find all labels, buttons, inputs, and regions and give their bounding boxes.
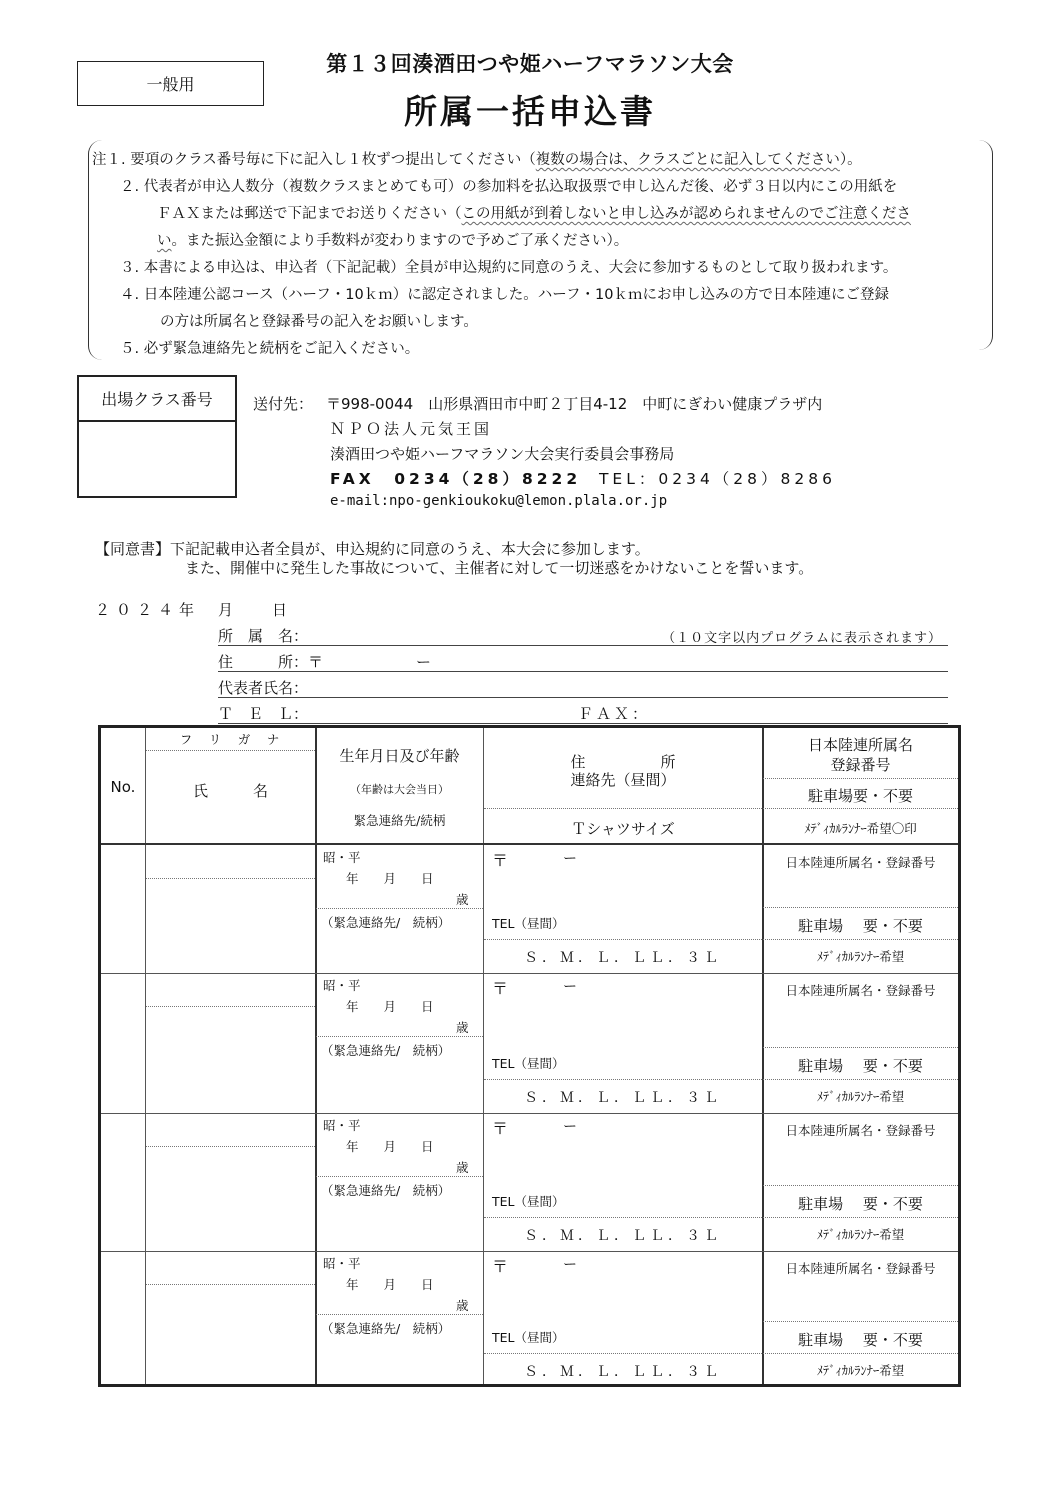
furigana-input[interactable] <box>146 1251 315 1284</box>
jaaf-label: 日本陸連所属名・登録番号 <box>785 983 936 998</box>
furigana-input[interactable] <box>146 1113 315 1146</box>
age-label: 歳 <box>456 1160 469 1175</box>
header-no: No. <box>110 778 136 796</box>
size-divider <box>484 1353 958 1354</box>
tel-number: TEL：0234（28）8286 <box>598 470 836 488</box>
parking-divider <box>763 1185 958 1186</box>
header-furigana: フ リ ガ ナ <box>179 732 282 747</box>
era-choice[interactable]: 昭・平 <box>323 1118 361 1133</box>
furigana-input[interactable] <box>146 845 315 878</box>
tshirt-size-options[interactable]: Ｓ．Ｍ．Ｌ．ＬＬ．３Ｌ <box>524 1228 722 1244</box>
note-5 <box>120 342 419 357</box>
class-number-box <box>77 375 237 498</box>
birth-date[interactable]: 年 月 日 <box>346 999 434 1014</box>
tel-fax-field[interactable] <box>218 703 948 724</box>
tshirt-size-options[interactable]: Ｓ．Ｍ．Ｌ．ＬＬ．３Ｌ <box>524 1090 722 1106</box>
header-name: 氏 名 <box>192 782 268 800</box>
era-choice[interactable]: 昭・平 <box>323 850 361 865</box>
parking-divider <box>763 1047 958 1048</box>
name-input[interactable] <box>146 879 315 973</box>
header-jaaf-2: 登録番号 <box>830 756 891 774</box>
jaaf-divider <box>763 778 958 779</box>
era-choice[interactable]: 昭・平 <box>323 978 361 993</box>
note-4-line1 <box>120 288 889 303</box>
category-text: 一般用 <box>146 75 195 94</box>
furigana-input[interactable] <box>146 973 315 1006</box>
fax-number: FAX 0234（28）8222 <box>330 470 582 488</box>
consent-line1 <box>95 538 650 559</box>
postal-mark: 〒 <box>308 653 324 671</box>
note-2-line1 <box>120 180 897 195</box>
class-number-input[interactable] <box>79 422 235 498</box>
size-divider <box>484 1217 958 1218</box>
header-age-note: （年齢は大会当日） <box>350 783 449 796</box>
header-medical: ﾒﾃﾞｨｶﾙﾗﾝﾅｰ希望〇印 <box>804 821 917 836</box>
jaaf-label: 日本陸連所属名・登録番号 <box>785 855 936 870</box>
note-2-emphasis-end: い <box>157 233 172 249</box>
tshirt-divider <box>484 808 958 809</box>
tshirt-size-options[interactable]: Ｓ．Ｍ．Ｌ．ＬＬ．３Ｌ <box>524 1364 722 1380</box>
emergency-label: （緊急連絡先/ 続柄） <box>321 1321 451 1336</box>
era-choice[interactable]: 昭・平 <box>323 1256 361 1271</box>
tel-label: Ｔ Ｅ Ｌ： <box>218 705 309 723</box>
medical-runner-choice[interactable]: ﾒﾃﾞｨｶﾙﾗﾝﾅｰ希望 <box>816 1363 905 1378</box>
note-4-text: 日本陸連公認コース（ハーフ・10ｋｍ）に認定されました。ハーフ・10ｋｍにお申し込みの方で日本陸連にご登録 <box>143 287 889 303</box>
medical-runner-choice[interactable]: ﾒﾃﾞｨｶﾙﾗﾝﾅｰ希望 <box>816 949 905 964</box>
row-no-cell[interactable] <box>101 973 145 1113</box>
header-contact: 連絡先（昼間） <box>570 771 676 789</box>
postal-mark: 〒 <box>492 1257 509 1276</box>
jaaf-label: 日本陸連所属名・登録番号 <box>785 1123 936 1138</box>
note-1-emphasis: 複数の場合は、クラスごとに記入してください <box>535 152 840 168</box>
tshirt-size-options[interactable]: Ｓ．Ｍ．Ｌ．ＬＬ．３Ｌ <box>524 950 722 966</box>
age-label: 歳 <box>456 1020 469 1035</box>
note-5-text: 必ず緊急連絡先と続柄をご記入ください。 <box>143 341 420 357</box>
note-2-emphasis: この用紙が到着しないと申し込みが認められませんのでご注意くださ <box>461 206 911 222</box>
category-label <box>77 61 264 106</box>
form-title: 所属一括申込書 <box>404 92 656 131</box>
date-day[interactable]: 日 <box>272 601 294 619</box>
parking-choice[interactable]: 駐車場 要・不要 <box>798 917 923 935</box>
birth-date[interactable]: 年 月 日 <box>346 871 434 886</box>
postal-dash: ー <box>563 1257 577 1273</box>
consent-line2: また、開催中に発生した事故について、主催者に対して一切迷惑をかけないことを誓います。 <box>185 559 814 577</box>
note-2-line2a: ＦＡＸまたは郵送で下記までお送りください（ <box>157 206 462 222</box>
daytime-tel-label: TEL（昼間） <box>492 916 565 931</box>
row-no-cell[interactable] <box>101 1113 145 1251</box>
class-number-label: 出場クラス番号 <box>79 377 235 422</box>
header-jaaf-1: 日本陸連所属名 <box>807 736 913 754</box>
send-to-label: 送付先： <box>253 395 314 413</box>
send-to-email[interactable]: e-mail:npo-genkioukoku@lemon.plala.or.jp <box>330 493 668 509</box>
daytime-tel-label: TEL（昼間） <box>492 1330 565 1345</box>
postal-mark: 〒 <box>492 1119 509 1138</box>
daytime-tel-label: TEL（昼間） <box>492 1194 565 1209</box>
date-month[interactable]: 月 <box>218 601 240 619</box>
size-divider <box>484 1079 958 1080</box>
postal-dash: ー <box>563 979 577 995</box>
medical-runner-choice[interactable]: ﾒﾃﾞｨｶﾙﾗﾝﾅｰ希望 <box>816 1089 905 1104</box>
name-input[interactable] <box>146 1147 315 1251</box>
age-label: 歳 <box>456 892 469 907</box>
applicants-table <box>98 725 961 1387</box>
affiliation-label: 所 属 名： <box>218 627 309 645</box>
name-input[interactable] <box>146 1007 315 1113</box>
postal-dash: ー <box>563 1119 577 1135</box>
emergency-divider <box>316 1314 483 1315</box>
size-divider <box>484 939 958 940</box>
note-2-line3b: 。また振込金額により手数料が変わりますので予めご了承ください）。 <box>171 233 629 249</box>
date-year: ２０２４年 <box>95 601 201 619</box>
row-no-cell[interactable] <box>101 1251 145 1387</box>
emergency-label: （緊急連絡先/ 続柄） <box>321 1043 451 1058</box>
parking-divider <box>763 1321 958 1322</box>
emergency-label: （緊急連絡先/ 続柄） <box>321 915 451 930</box>
note-1-label: 注１. <box>92 152 126 168</box>
note-4-line2: の方は所属名と登録番号の記入をお願いします。 <box>160 314 478 330</box>
send-to-org: ＮＰＯ法人元気王国 <box>330 420 493 438</box>
daytime-tel-label: TEL（昼間） <box>492 1056 565 1071</box>
address-label: 住 所： <box>218 653 309 671</box>
consent-text-1: 下記記載申込者全員が、申込規約に同意のうえ、本大会に参加します。 <box>170 540 650 558</box>
event-title: 第１３回湊酒田つや姫ハーフマラソン大会 <box>326 52 734 76</box>
representative-label: 代表者氏名： <box>218 679 309 697</box>
birth-date[interactable]: 年 月 日 <box>346 1139 434 1154</box>
header-tshirt: Ｔシャツサイズ <box>571 820 675 838</box>
postal-mark: 〒 <box>492 979 509 998</box>
note-3 <box>120 261 897 276</box>
note-2-text: 代表者が申込人数分（複数クラスまとめても可）の参加料を払込取扱票で申し込んだ後、必ず３日以内にこの用紙を <box>143 179 898 195</box>
parking-choice[interactable]: 駐車場 要・不要 <box>798 1195 923 1213</box>
emergency-label: （緊急連絡先/ 続柄） <box>321 1183 451 1198</box>
note-5-label: ５. <box>120 341 140 357</box>
send-to-fax-tel <box>330 467 836 489</box>
send-to-address: 〒998-0044 山形県酒田市中町２丁目4-12 中町にぎわい健康プラザ内 <box>326 395 823 413</box>
emergency-divider <box>316 1036 483 1037</box>
note-1-end: ）。 <box>839 152 862 168</box>
address-field[interactable] <box>218 651 948 672</box>
affiliation-note: （１０文字以内プログラムに表示されます） <box>662 631 942 646</box>
note-2-line2 <box>157 207 911 222</box>
furigana-divider <box>146 750 315 751</box>
name-input[interactable] <box>146 1285 315 1387</box>
right-bracket <box>978 140 993 350</box>
parking-divider <box>763 907 958 908</box>
parking-choice[interactable]: 駐車場 要・不要 <box>798 1057 923 1075</box>
parking-choice[interactable]: 駐車場 要・不要 <box>798 1331 923 1349</box>
header-parking: 駐車場要・不要 <box>807 787 913 805</box>
header-birth: 生年月日及び年齢 <box>339 747 460 765</box>
note-3-text: 本書による申込は、申込者（下記記載）全員が申込規約に同意のうえ、大会に参加するものとして取り扱われます。 <box>143 260 898 276</box>
note-4-label: ４. <box>120 287 140 303</box>
note-1 <box>92 153 862 168</box>
fax-label: ＦＡＸ： <box>578 705 651 723</box>
note-3-label: ３. <box>120 260 140 276</box>
header-emergency: 緊急連絡先/続柄 <box>353 813 446 828</box>
birth-date[interactable]: 年 月 日 <box>346 1277 434 1292</box>
note-1-text: 要項のクラス番号毎に下に記入し１枚ずつ提出してください（ <box>130 152 536 168</box>
affiliation-field[interactable] <box>218 625 948 646</box>
note-2-label: ２. <box>120 179 140 195</box>
emergency-divider <box>316 1176 483 1177</box>
postal-mark: 〒 <box>492 851 509 870</box>
send-to-office: 湊酒田つや姫ハーフマラソン大会実行委員会事務局 <box>330 445 675 463</box>
row-no-cell[interactable] <box>101 845 145 973</box>
left-bracket <box>88 140 103 360</box>
emergency-divider <box>316 908 483 909</box>
jaaf-label: 日本陸連所属名・登録番号 <box>785 1261 936 1276</box>
header-address: 住 所 <box>570 753 676 771</box>
note-2-line3 <box>157 234 628 249</box>
postal-dash: ー <box>563 851 577 867</box>
medical-runner-choice[interactable]: ﾒﾃﾞｨｶﾙﾗﾝﾅｰ希望 <box>816 1227 905 1242</box>
consent-label: 【同意書】 <box>95 540 171 558</box>
postal-dash: ー <box>416 653 432 671</box>
representative-field[interactable] <box>218 677 948 698</box>
age-label: 歳 <box>456 1298 469 1313</box>
